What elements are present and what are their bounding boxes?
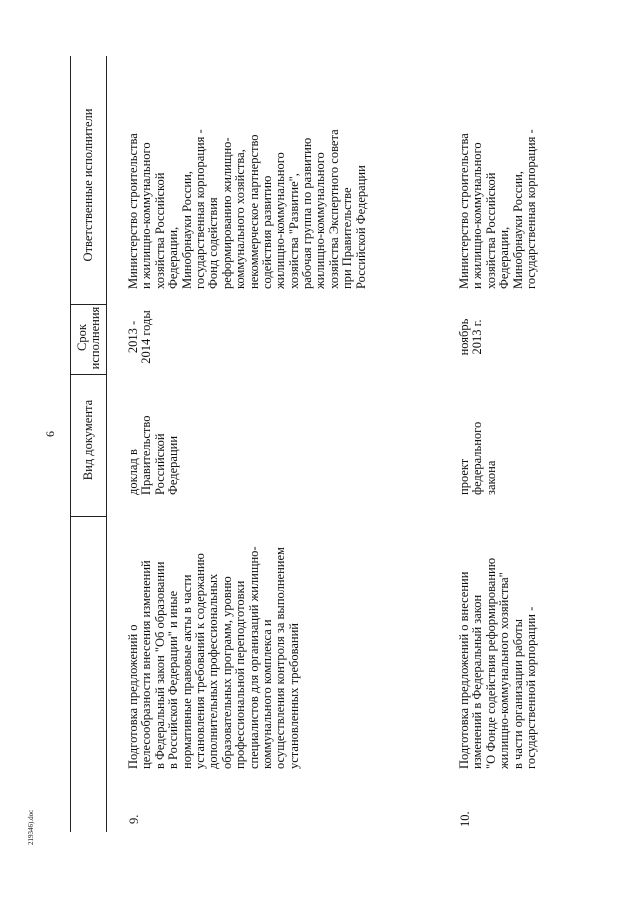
header-doc-type: Вид документа [81, 399, 95, 481]
table-border-top [70, 56, 71, 832]
col-divider-task [70, 516, 106, 517]
page-number: 6 [43, 431, 57, 437]
header-deadline-line1: Срок [75, 324, 89, 351]
row-10-task: Подготовка предложений о внесении изменений в Федеральный закон "О Фонде содействия реформированию жилищно-коммунального хозяйства" в части организации работы государственной корпорации - [457, 557, 538, 769]
row-10-deadline: ноябрь 2013 г. [457, 318, 485, 356]
row-9-executors: Министерство строительства и жилищно-коммунального хозяйства Российской Федерации, Минобрнауки России, государственная корпорация - Фонд содействия реформированию жилищно- коммунального хозяйства, некоммерческое партнерство содействия развитию жилищно-коммунального хозяйства "Развитие", рабочая группа по развитию жилищно-коммунального хозяйства Экспертного совета при Правительстве Российской Федерации [126, 129, 368, 289]
row-9-deadline: 2013 - 2014 годы [126, 310, 154, 364]
header-deadline-line2: исполнения [88, 306, 102, 370]
row-10-executors: Министерство строительства и жилищно-коммунального хозяйства Российской Федерации, Минобрнауки России, государственная корпорация - [457, 129, 538, 289]
footer-file-code: 219346).doc [27, 809, 35, 845]
header-executors: Ответственные исполнители [81, 108, 95, 262]
row-9-number: 9. [127, 814, 141, 824]
row-9-task: Подготовка предложений о целесообразности внесения изменений в Федеральный закон "Об образовании в Российской Федерации" и иные нормативные правовые акты в части установления требований к содержанию дополнительных профессиональных образовательных программ, уровню профессиональной переподготовки специалистов для организаций жилищно- коммунального комплекса и осуществления контроля за выполнением установленных требований [126, 546, 301, 769]
row-10-doc-type: проект федерального закона [457, 421, 498, 495]
row-9-doc-type: доклад в Правительство Российской Федерации [126, 415, 181, 495]
col-divider-doctype [70, 374, 106, 375]
table-header-divider [106, 56, 107, 832]
row-10-number: 10. [458, 811, 472, 827]
